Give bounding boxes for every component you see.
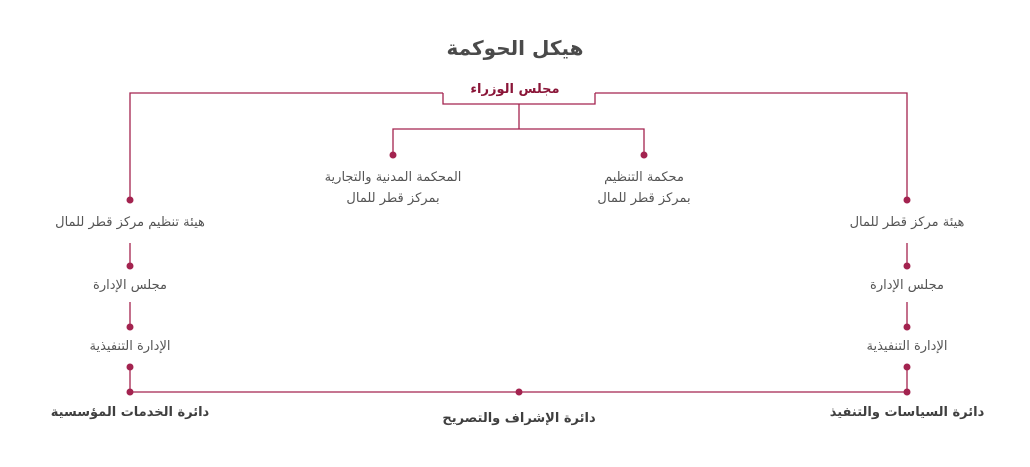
left-board-node: مجلس الإدارة	[93, 278, 167, 293]
policy-execution-department: دائرة السياسات والتنفيذ	[829, 405, 985, 420]
supervision-authorisation-department: دائرة الإشراف والتصريح	[442, 411, 596, 426]
dot-left-authority	[127, 197, 134, 204]
civil-court-node	[283, 167, 503, 209]
dot-civil-court	[390, 152, 397, 159]
left-executive-node: الإدارة التنفيذية	[89, 339, 171, 354]
dot-right-board-top	[904, 263, 911, 270]
dot-right-authority	[904, 197, 911, 204]
left-authority-node: هيئة تنظيم مركز قطر للمال	[55, 215, 205, 230]
regulatory-court-line1: محكمة التنظيم	[604, 170, 684, 185]
dot-center-department	[516, 389, 523, 396]
dot-left-exec-top	[127, 324, 134, 331]
cabinet-node: مجلس الوزراء	[470, 82, 560, 97]
regulatory-court-node	[534, 167, 754, 209]
civil-court-line1: المحكمة المدنية والتجارية	[324, 170, 462, 185]
right-board-node: مجلس الإدارة	[870, 278, 944, 293]
dot-left-department	[127, 389, 134, 396]
dot-left-board-top	[127, 263, 134, 270]
dot-right-department	[904, 389, 911, 396]
right-executive-node: الإدارة التنفيذية	[866, 339, 948, 354]
dot-right-exec-top	[904, 324, 911, 331]
diagram-title: هيكل الحوكمة	[446, 36, 584, 60]
courts-bar	[393, 129, 644, 155]
dot-right-exec-bottom	[904, 364, 911, 371]
regulatory-court-line2: بمركز قطر للمال	[597, 191, 691, 206]
dot-left-exec-bottom	[127, 364, 134, 371]
dot-regulatory-court	[641, 152, 648, 159]
corporate-services-department: دائرة الخدمات المؤسسية	[50, 405, 210, 420]
civil-court-line2: بمركز قطر للمال	[346, 191, 440, 206]
right-authority-node: هيئة مركز قطر للمال	[849, 215, 965, 230]
